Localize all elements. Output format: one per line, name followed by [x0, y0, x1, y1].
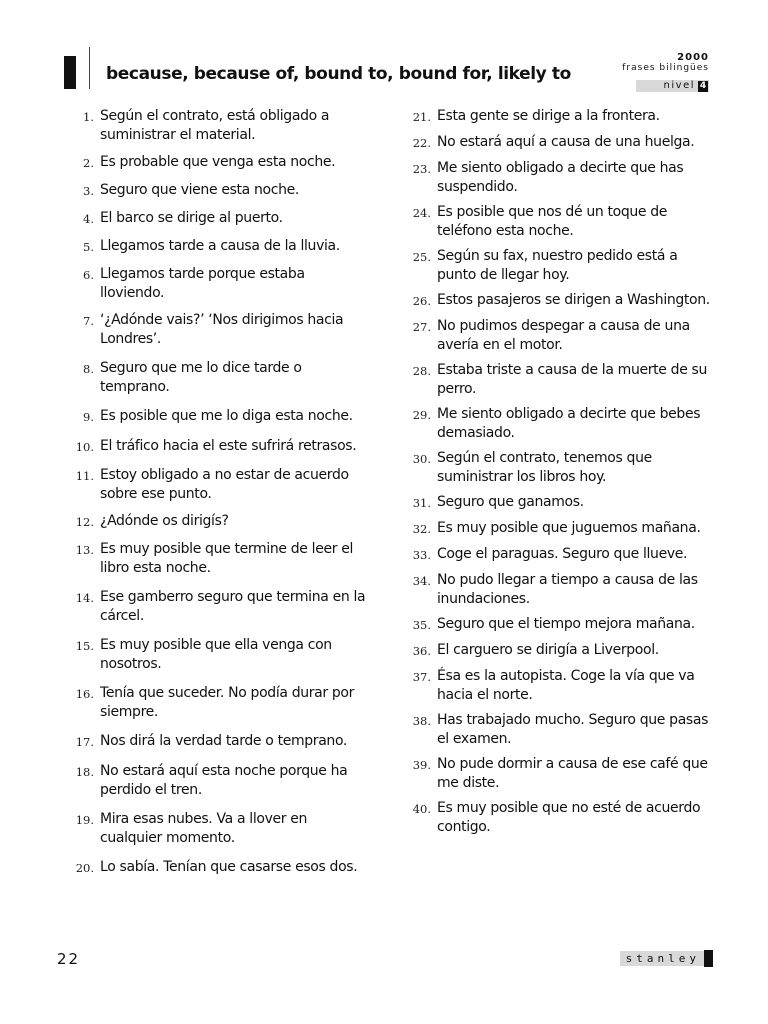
sentence-item	[403, 159, 713, 197]
sentence-number: 11.	[75, 469, 94, 483]
sentence-text: Según el contrato, tenemos que suministrar los libros hoy.	[437, 450, 652, 485]
sentence-item	[66, 540, 372, 578]
sentence-number: 32.	[412, 522, 431, 536]
sentence-item	[403, 711, 713, 749]
sentence-item	[403, 641, 713, 661]
sentence-number: 14.	[75, 591, 94, 605]
sentence-item	[403, 291, 713, 311]
publisher-logo	[620, 950, 713, 967]
sentence-item	[66, 762, 372, 800]
series-brand	[622, 52, 709, 92]
sentence-text: Mira esas nubes. Va a llover en cualquier momento.	[100, 811, 308, 846]
series-year: 2000	[677, 52, 709, 63]
sentence-text: Seguro que ganamos.	[437, 494, 584, 510]
sentence-text: No pudo llegar a tiempo a causa de las inundaciones.	[437, 572, 698, 607]
sentence-text: Nos dirá la verdad tarde o temprano.	[100, 733, 348, 749]
sentence-text: Seguro que me lo dice tarde o temprano.	[100, 360, 302, 395]
sentence-item	[403, 571, 713, 609]
sentence-text: No estará aquí esta noche porque ha perdido el tren.	[100, 763, 348, 798]
sentence-item	[66, 684, 372, 722]
sentence-item	[403, 107, 713, 127]
sentence-number: 10.	[75, 440, 94, 454]
sentence-number: 25.	[412, 250, 431, 264]
sentence-item	[403, 247, 713, 285]
sentence-item	[66, 359, 372, 397]
sentence-number: 3.	[83, 184, 94, 198]
sentence-item	[403, 755, 713, 793]
sentence-number: 15.	[75, 639, 94, 653]
page-title: because, because of, bound to, bound for, likely to	[106, 64, 571, 84]
series-level-badge	[636, 80, 709, 92]
sentence-number: 5.	[83, 240, 94, 254]
sentence-item	[66, 636, 372, 674]
sentence-item	[66, 181, 372, 201]
publisher-block-mark	[704, 950, 713, 967]
sentence-text: Es muy posible que no esté de acuerdo contigo.	[437, 800, 701, 835]
sentence-text: Coge el paraguas. Seguro que llueve.	[437, 546, 688, 562]
sentence-number: 8.	[83, 362, 94, 376]
sentence-item	[66, 466, 372, 504]
sentence-item	[66, 858, 372, 878]
sentence-item	[66, 732, 372, 752]
sentence-item	[66, 512, 372, 532]
sentence-item	[403, 667, 713, 705]
sentence-number: 39.	[412, 758, 431, 772]
sentence-item	[403, 615, 713, 635]
header-divider	[89, 47, 90, 89]
sentence-text: Lo sabía. Tenían que casarse esos dos.	[100, 859, 358, 875]
page-number: 22	[57, 950, 81, 968]
sentence-number: 29.	[412, 408, 431, 422]
series-subtitle: frases bilingües	[622, 63, 709, 73]
sentence-item	[403, 133, 713, 153]
sentence-item	[66, 237, 372, 257]
sentence-number: 1.	[83, 110, 94, 124]
sentence-text: Me siento obligado a decirte que has suspendido.	[437, 160, 684, 195]
sentence-item	[66, 153, 372, 173]
sentence-text: Tenía que suceder. No podía durar por siempre.	[100, 685, 355, 720]
sentence-number: 30.	[412, 452, 431, 466]
sentence-text: Has trabajado mucho. Seguro que pasas el examen.	[437, 712, 709, 747]
sentence-number: 16.	[75, 687, 94, 701]
sentence-number: 36.	[412, 644, 431, 658]
header-black-bar	[64, 56, 76, 89]
sentence-item	[403, 449, 713, 487]
sentence-item	[66, 407, 372, 427]
sentence-text: Llegamos tarde porque estaba lloviendo.	[100, 266, 305, 301]
sentence-text: Llegamos tarde a causa de la lluvia.	[100, 238, 340, 254]
sentence-number: 17.	[75, 735, 94, 749]
sentence-column-right	[403, 107, 713, 837]
sentence-number: 38.	[412, 714, 431, 728]
sentence-number: 27.	[412, 320, 431, 334]
sentence-text: Es muy posible que juguemos mañana.	[437, 520, 701, 536]
series-level-label: nivel	[663, 80, 695, 91]
sentence-text: Es probable que venga esta noche.	[100, 154, 336, 170]
sentence-item	[403, 317, 713, 355]
sentence-text: Estos pasajeros se dirigen a Washington.	[437, 292, 710, 308]
series-level-number: 4	[699, 80, 707, 91]
sentence-number: 13.	[75, 543, 94, 557]
sentence-item	[66, 588, 372, 626]
sentence-number: 22.	[412, 136, 431, 150]
sentence-text: Esta gente se dirige a la frontera.	[437, 108, 660, 124]
sentence-item	[66, 437, 372, 457]
sentence-text: El carguero se dirigía a Liverpool.	[437, 642, 659, 658]
sentence-number: 23.	[412, 162, 431, 176]
sentence-item	[403, 203, 713, 241]
sentence-text: Es muy posible que ella venga con nosotros.	[100, 637, 332, 672]
sentence-number: 20.	[75, 861, 94, 875]
sentence-text: Ese gamberro seguro que termina en la cárcel.	[100, 589, 366, 624]
sentence-number: 31.	[412, 496, 431, 510]
sentence-number: 12.	[75, 515, 94, 529]
sentence-text: No pudimos despegar a causa de una avería en el motor.	[437, 318, 690, 353]
sentence-text: Según el contrato, está obligado a suministrar el material.	[100, 108, 330, 143]
sentence-text: Según su fax, nuestro pedido está a punto de llegar hoy.	[437, 248, 678, 283]
sentence-item	[403, 361, 713, 399]
sentence-text: Ésa es la autopista. Coge la vía que va hacia el norte.	[437, 668, 695, 703]
sentence-item	[403, 519, 713, 539]
sentence-item	[66, 265, 372, 303]
sentence-item	[66, 810, 372, 848]
sentence-number: 21.	[412, 110, 431, 124]
sentence-text: ¿Adónde os dirigís?	[100, 513, 229, 529]
sentence-number: 35.	[412, 618, 431, 632]
sentence-item	[403, 799, 713, 837]
sentence-text: Es muy posible que termine de leer el libro esta noche.	[100, 541, 354, 576]
sentence-number: 6.	[83, 268, 94, 282]
sentence-text: El tráfico hacia el este sufrirá retrasos.	[100, 438, 357, 454]
sentence-text: ‘¿Adónde vais?’ ‘Nos dirigimos hacia Londres’.	[100, 312, 344, 347]
sentence-text: Seguro que el tiempo mejora mañana.	[437, 616, 695, 632]
sentence-number: 19.	[75, 813, 94, 827]
sentence-number: 9.	[83, 410, 94, 424]
sentence-text: Es posible que nos dé un toque de teléfono esta noche.	[437, 204, 668, 239]
sentence-text: Estaba triste a causa de la muerte de su perro.	[437, 362, 708, 397]
sentence-item	[66, 107, 372, 145]
sentence-number: 37.	[412, 670, 431, 684]
sentence-number: 24.	[412, 206, 431, 220]
sentence-number: 26.	[412, 294, 431, 308]
sentence-number: 34.	[412, 574, 431, 588]
sentence-text: Es posible que me lo diga esta noche.	[100, 408, 353, 424]
publisher-name: stanley	[620, 951, 704, 966]
sentence-number: 33.	[412, 548, 431, 562]
sentence-number: 40.	[412, 802, 431, 816]
sentence-text: Seguro que viene esta noche.	[100, 182, 299, 198]
sentence-item	[403, 493, 713, 513]
sentence-text: No pude dormir a causa de ese café que me diste.	[437, 756, 708, 791]
sentence-text: El barco se dirige al puerto.	[100, 210, 283, 226]
sentence-text: Me siento obligado a decirte que bebes demasiado.	[437, 406, 701, 441]
sentence-number: 18.	[75, 765, 94, 779]
sentence-item	[66, 311, 372, 349]
sentence-column-left	[66, 107, 372, 878]
sentence-number: 2.	[83, 156, 94, 170]
sentence-item	[403, 545, 713, 565]
sentence-text: No estará aquí a causa de una huelga.	[437, 134, 695, 150]
sentence-text: Estoy obligado a no estar de acuerdo sobre ese punto.	[100, 467, 349, 502]
sentence-number: 4.	[83, 212, 94, 226]
sentence-number: 7.	[83, 314, 94, 328]
sentence-item	[403, 405, 713, 443]
sentence-number: 28.	[412, 364, 431, 378]
sentence-item	[66, 209, 372, 229]
